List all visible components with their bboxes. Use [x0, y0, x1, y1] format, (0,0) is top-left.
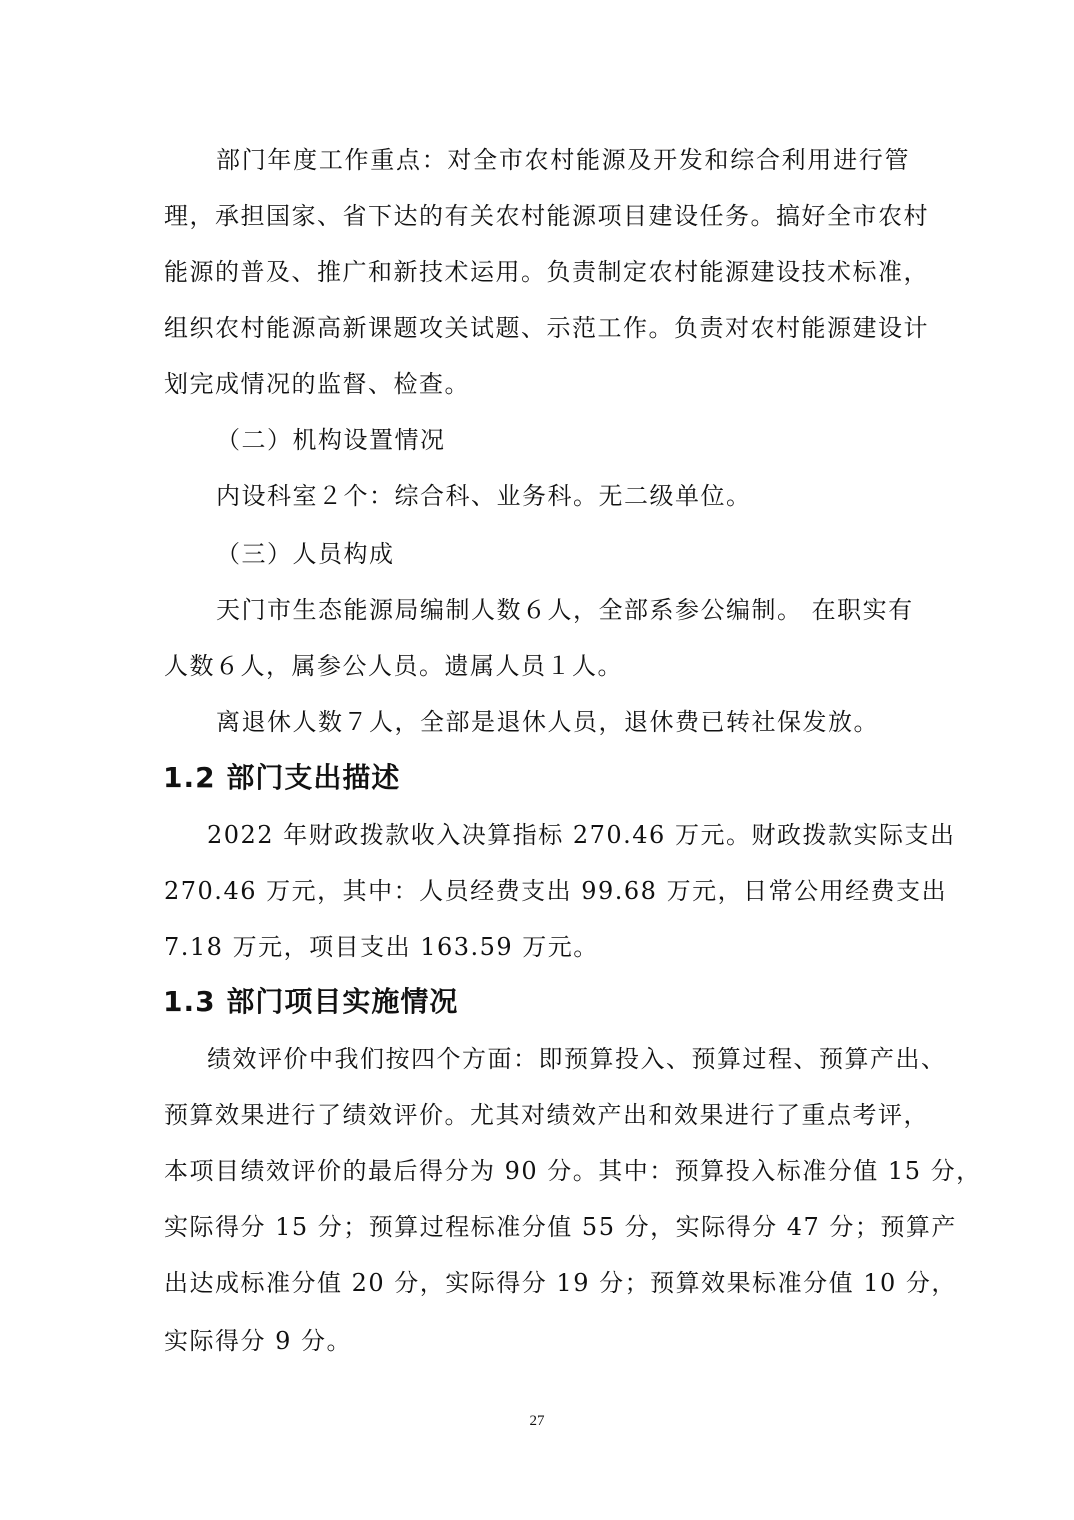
- paragraph-line: 能源的普及、推广和新技术运用。负责制定农村能源建设技术标准，: [164, 258, 929, 286]
- paragraph-line: 实际得分 15 分；预算过程标准分值 55 分，实际得分 47 分；预算产: [164, 1213, 957, 1241]
- heading-expenditure: 1.2 部门支出描述: [163, 761, 401, 794]
- section-title-personnel: （三）人员构成: [216, 540, 395, 568]
- paragraph-line: 内设科室２个：综合科、业务科。无二级单位。: [216, 482, 752, 510]
- page-number: 27: [529, 1413, 545, 1429]
- paragraph-line: 预算效果进行了绩效评价。尤其对绩效产出和效果进行了重点考评，: [164, 1101, 929, 1129]
- paragraph-line: 组织农村能源高新课题攻关试题、示范工作。负责对农村能源建设计: [164, 314, 929, 342]
- paragraph-line: 绩效评价中我们按四个方面：即预算投入、预算过程、预算产出、: [207, 1045, 947, 1073]
- paragraph-line: 2022 年财政拨款收入决算指标 270.46 万元。财政拨款实际支出: [207, 821, 956, 849]
- paragraph-line: 实际得分 9 分。: [164, 1327, 353, 1355]
- paragraph-line: 本项目绩效评价的最后得分为 90 分。其中：预算投入标准分值 15 分，: [164, 1157, 982, 1185]
- paragraph-line: 人数６人，属参公人员。遗属人员１人。: [164, 652, 623, 680]
- paragraph-line: 理，承担国家、省下达的有关农村能源项目建设任务。搞好全市农村: [164, 202, 929, 230]
- heading-project-implementation: 1.3 部门项目实施情况: [163, 985, 459, 1018]
- paragraph-line: 出达成标准分值 20 分，实际得分 19 分；预算效果标准分值 10 分，: [164, 1269, 957, 1297]
- paragraph-line: 270.46 万元，其中：人员经费支出 99.68 万元，日常公用经费支出: [164, 877, 948, 905]
- paragraph-line: 部门年度工作重点：对全市农村能源及开发和综合利用进行管: [216, 146, 910, 174]
- paragraph-line: 7.18 万元，项目支出 163.59 万元。: [164, 933, 599, 961]
- paragraph-line: 离退休人数７人，全部是退休人员，退休费已转社保发放。: [216, 708, 879, 736]
- section-title-organization: （二）机构设置情况: [216, 426, 446, 454]
- paragraph-line: 划完成情况的监督、检查。: [164, 370, 470, 398]
- paragraph-line: 天门市生态能源局编制人数６人，全部系参公编制。 在职实有: [216, 596, 914, 624]
